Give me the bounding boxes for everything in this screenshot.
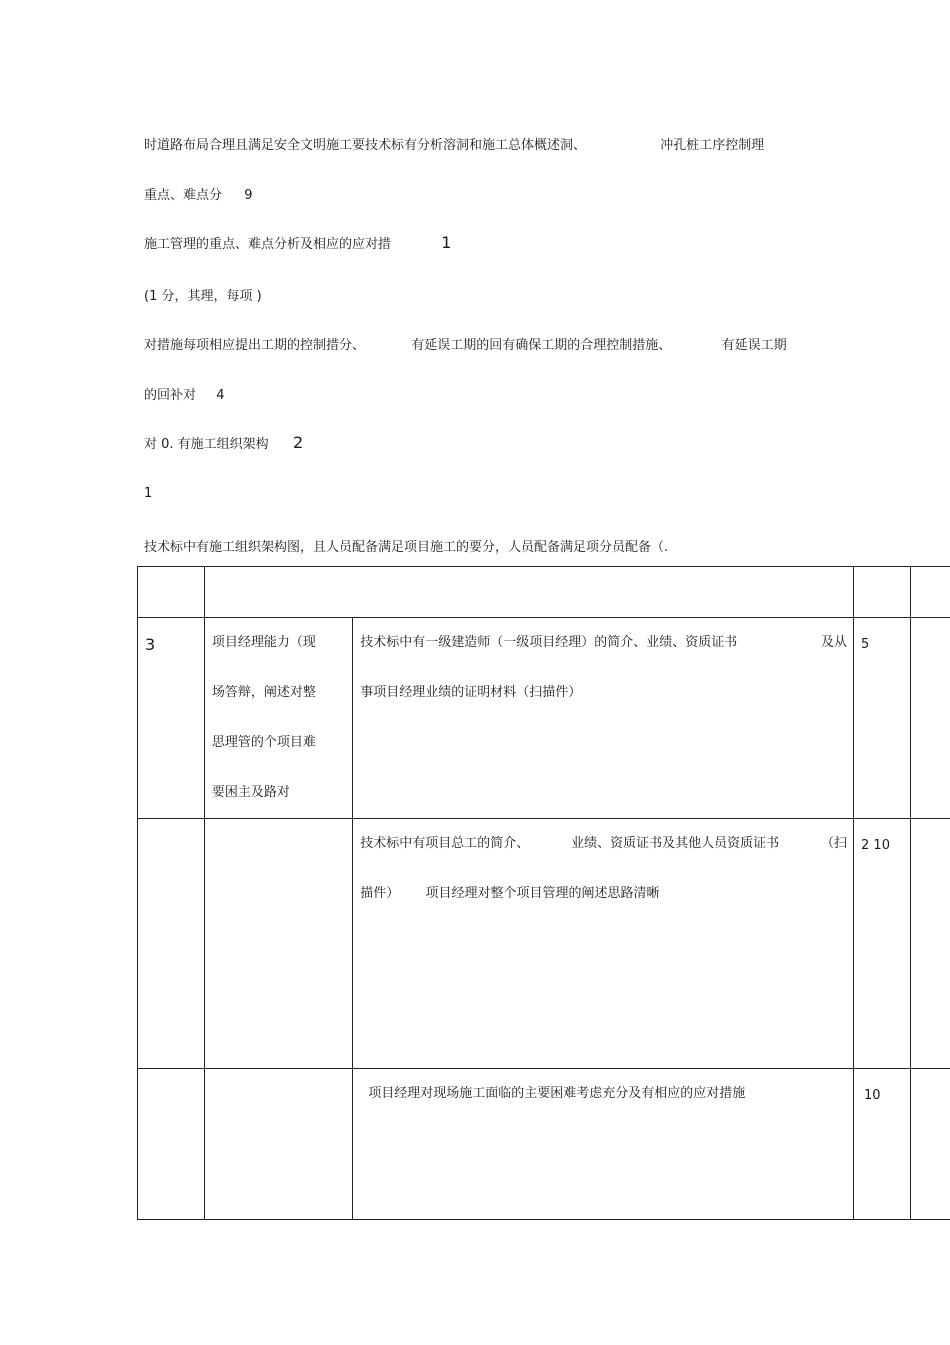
score-value: 5 (861, 637, 870, 652)
desc-text: 业绩、资质证书及其他人员资质证书 (571, 836, 780, 851)
description-cell (353, 1069, 854, 1220)
row-number-cell (138, 618, 205, 819)
text-line-8: 1 (144, 486, 153, 501)
desc-text: 项目经理对整个项目管理的阐述思路清晰 (425, 886, 660, 901)
text-line-1 (144, 134, 764, 153)
row-number: 3 (145, 635, 156, 654)
text-segment: 冲孔桩工序控制理 (660, 138, 765, 153)
text-segment: 4 (216, 388, 225, 403)
text-segment: 对 0. 有施工组织架构 (144, 437, 269, 452)
table-row (138, 618, 950, 819)
text-segment: 有延误工期的回有确保工期的合理控制措施、 (411, 338, 672, 353)
text-segment: 有延误工期 (721, 338, 787, 353)
item-cell (204, 819, 352, 1069)
item-line: 场答辩，阐述对整 (211, 685, 316, 700)
text-segment: 时道路布局合理且满足安全文明施工要技术标有分析溶洞和施工总体概述洞、 (144, 138, 587, 153)
table-row (138, 819, 950, 1069)
score-value: 10 (864, 1088, 881, 1103)
text-segment: 施工管理的重点、难点分析及相应的应对措 (144, 237, 392, 252)
score-cell (854, 618, 911, 819)
item-line: 要困主及路对 (211, 785, 290, 800)
desc-text: （扫 (821, 836, 848, 851)
text-line-5 (144, 334, 787, 353)
table-cell (911, 618, 950, 819)
table-cell (911, 819, 950, 1069)
row-number-cell (138, 819, 205, 1069)
desc-text: 项目经理对现场施工面临的主要困难考虑充分及有相应的应对措施 (368, 1086, 746, 1101)
table-row (138, 1069, 950, 1220)
text-line-7 (144, 433, 303, 452)
text-line-6 (144, 384, 225, 403)
text-segment: 对措施每项相应提出工期的控制措分、 (144, 338, 366, 353)
item-line: 项目经理能力（现 (211, 635, 316, 650)
description-cell (353, 618, 854, 819)
text-line-2 (144, 184, 253, 203)
text-segment: 2 (292, 433, 304, 452)
desc-text: 及从 (821, 635, 848, 650)
desc-text: 技术标中有项目总工的简介、 (360, 836, 530, 851)
item-line: 思理管的个项目难 (211, 735, 316, 750)
table-cell (911, 1069, 950, 1220)
item-cell (204, 618, 352, 819)
table-cell (204, 567, 853, 618)
desc-text: 技术标中有一级建造师（一级项目经理）的简介、业绩、资质证书 (360, 635, 738, 650)
score-cell (854, 819, 911, 1069)
text-segment: 重点、难点分 (144, 188, 223, 203)
item-cell (204, 1069, 352, 1220)
table-header-row (138, 567, 950, 618)
table-cell (138, 567, 205, 618)
table-cell (854, 567, 911, 618)
description-cell (353, 819, 854, 1069)
score-cell (854, 1069, 911, 1220)
scoring-table (137, 566, 950, 1220)
row-number-cell (138, 1069, 205, 1220)
text-line-4: (1 分，其理，每项 ) (144, 289, 262, 304)
desc-text: 描件） (360, 886, 400, 901)
text-line-3 (144, 233, 451, 252)
text-segment: 的回补对 (144, 388, 197, 403)
score-value: 2 10 (861, 838, 890, 853)
text-segment: 9 (244, 188, 253, 203)
text-segment: 1 (441, 233, 452, 252)
table-cell (911, 567, 950, 618)
text-line-9: 技术标中有施工组织架构图，且人员配备满足项目施工的要分，人员配备满足项分员配备（. (144, 540, 669, 555)
desc-text: 事项目经理业绩的证明材料（扫描件） (360, 685, 582, 700)
